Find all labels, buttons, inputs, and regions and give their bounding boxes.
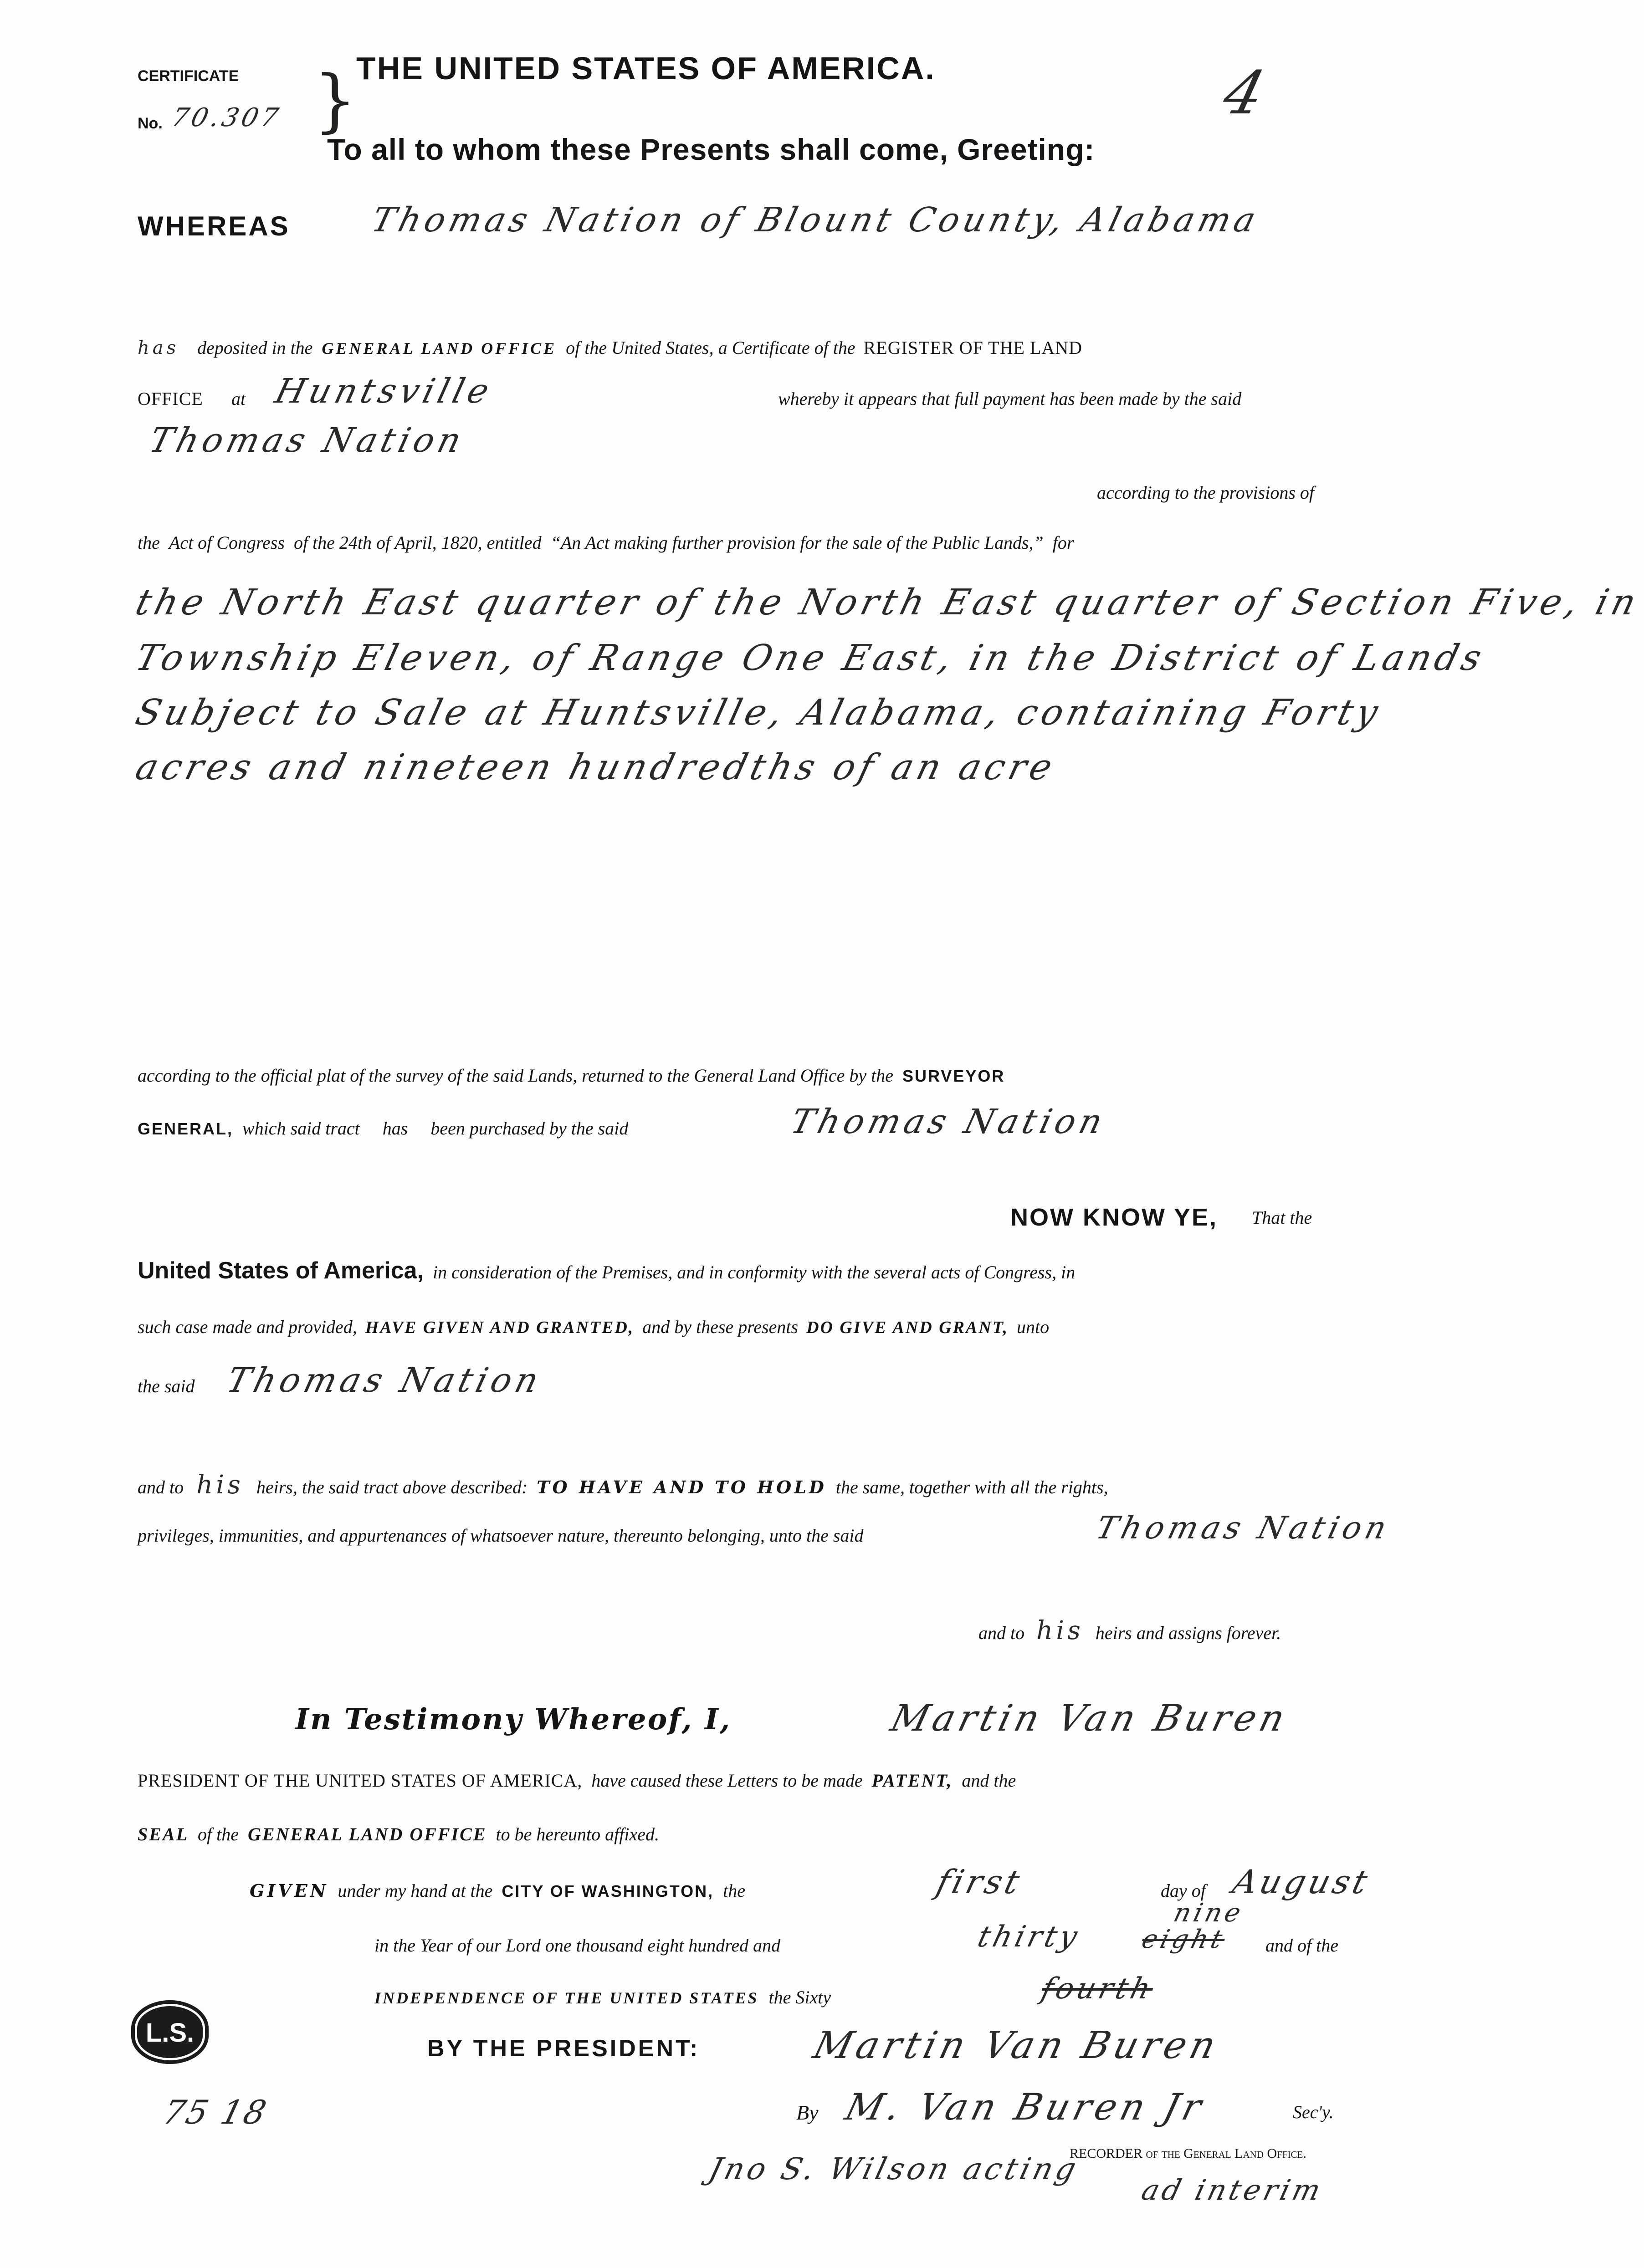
recorder-signature: Jno S. Wilson acting [705,2151,1083,2186]
year-correction: nine [1170,1898,1247,1928]
day-of: day of [1161,1880,1206,1901]
margin-note: 75 18 [159,2093,272,2131]
given-line: GIVEN under my hand at the CITY OF WASHINGTON, the [250,1880,745,1901]
testimony-president-name: Martin Van Buren [886,1697,1293,1739]
deposit-line-1: has deposited in the GENERAL LAND OFFICE of the United States, a Certificate of the REGISTER OF THE LAND [138,337,1082,358]
assigns-line: and to his heirs and assigns forever. [978,1616,1281,1645]
payment-text: whereby it appears that full payment has been made by the said [778,388,1242,409]
that-the: That the [1252,1207,1312,1228]
seal-line: SEAL of the GENERAL LAND OFFICE to be hereunto affixed. [138,1824,659,1844]
and-of-the: and of the [1265,1935,1338,1956]
grant-grantee-name-2: Thomas Nation [1092,1510,1394,1546]
by-the-president: BY THE PRESIDENT: [427,2035,700,2062]
president-line: PRESIDENT OF THE UNITED STATES OF AMERICA, have caused these Letters to be made PATENT, and the [138,1770,1016,1791]
year-value: thirty [974,1920,1084,1954]
by-label: By [796,2101,819,2124]
recorder-label: RECORDER of the General Land Office. [1070,2146,1306,2161]
tract-description-line-1: the North East quarter of the North East quarter of Section Five, in [131,582,1644,623]
ad-interim: ad interim [1138,2173,1327,2207]
month-value: August [1229,1863,1375,1901]
provisions-text: according to the provisions of [1097,482,1314,503]
survey-line-1: according to the official plat of the survey of the said Lands, returned to the General Land Office by the SURVEYOR [138,1065,1005,1086]
office-label: OFFICE [138,388,203,409]
document-title: THE UNITED STATES OF AMERICA. [356,51,936,86]
the-said: the said [138,1376,195,1396]
grantee-name: Thomas Nation of Blount County, Alabama [368,200,1264,240]
greeting-line: To all to whom these Presents shall come, Greeting: [327,133,1095,166]
at-word: at [231,388,246,409]
day-value: first [932,1863,1027,1901]
act-line: the Act of Congress of the 24th of April, 1820, entitled “An Act making further provision for the sale of the Public Lands,” for [138,532,1074,553]
now-know-ye: NOW KNOW YE, [1010,1204,1218,1231]
survey-line-2: GENERAL, which said tract has been purchased by the said [138,1118,629,1139]
grant-line-2: such case made and provided, HAVE GIVEN AND GRANTED, and by these presents DO GIVE AND GRANT, unto [138,1317,1050,1337]
whereas-word: WHEREAS [138,211,290,241]
purchaser-name: Thomas Nation [787,1102,1111,1141]
tract-description-line-3: Subject to Sale at Huntsville, Alabama, containing Forty [131,692,1386,733]
year-struck: eight [1138,1925,1229,1954]
corner-mark: 4 [1217,58,1272,128]
privileges-line: privileges, immunities, and appurtenances of whatsoever nature, thereunto belonging, unto the said [138,1525,864,1546]
grant-grantee-name: Thomas Nation [223,1361,547,1400]
certificate-number: 70.307 [168,103,285,133]
year-line: in the Year of our Lord one thousand eight hundred and [374,1935,781,1956]
independence-ordinal: fourth [1038,1972,1157,2006]
heirs-line: and to his heirs, the said tract above described: TO HAVE AND TO HOLD the same, together with all the rights, [138,1470,1108,1500]
bracket-decoration: } [313,61,357,140]
grant-line-1: United States of America, in consideration of the Premises, and in conformity with the several acts of Congress, in [138,1257,1076,1284]
tract-description-line-2: Township Eleven, of Range One East, in the District of Lands [131,638,1490,679]
secretary-label: Sec'y. [1293,2102,1334,2122]
certificate-no-label: No. [138,115,163,132]
land-office-name: Huntsville [271,372,497,411]
testimony-heading: In Testimony Whereof, I, [295,1702,732,1737]
certificate-label: CERTIFICATE [138,67,239,85]
tract-description-line-4: acres and nineteen hundredths of an acre [131,747,1060,788]
secretary-signature: M. Van Buren Jr [841,2086,1210,2128]
seal-stamp: L.S. [131,2000,209,2064]
president-signature: Martin Van Buren [809,2024,1224,2067]
payer-name: Thomas Nation [145,421,469,460]
independence-line: INDEPENDENCE OF THE UNITED STATES the Sixty [374,1987,831,2007]
